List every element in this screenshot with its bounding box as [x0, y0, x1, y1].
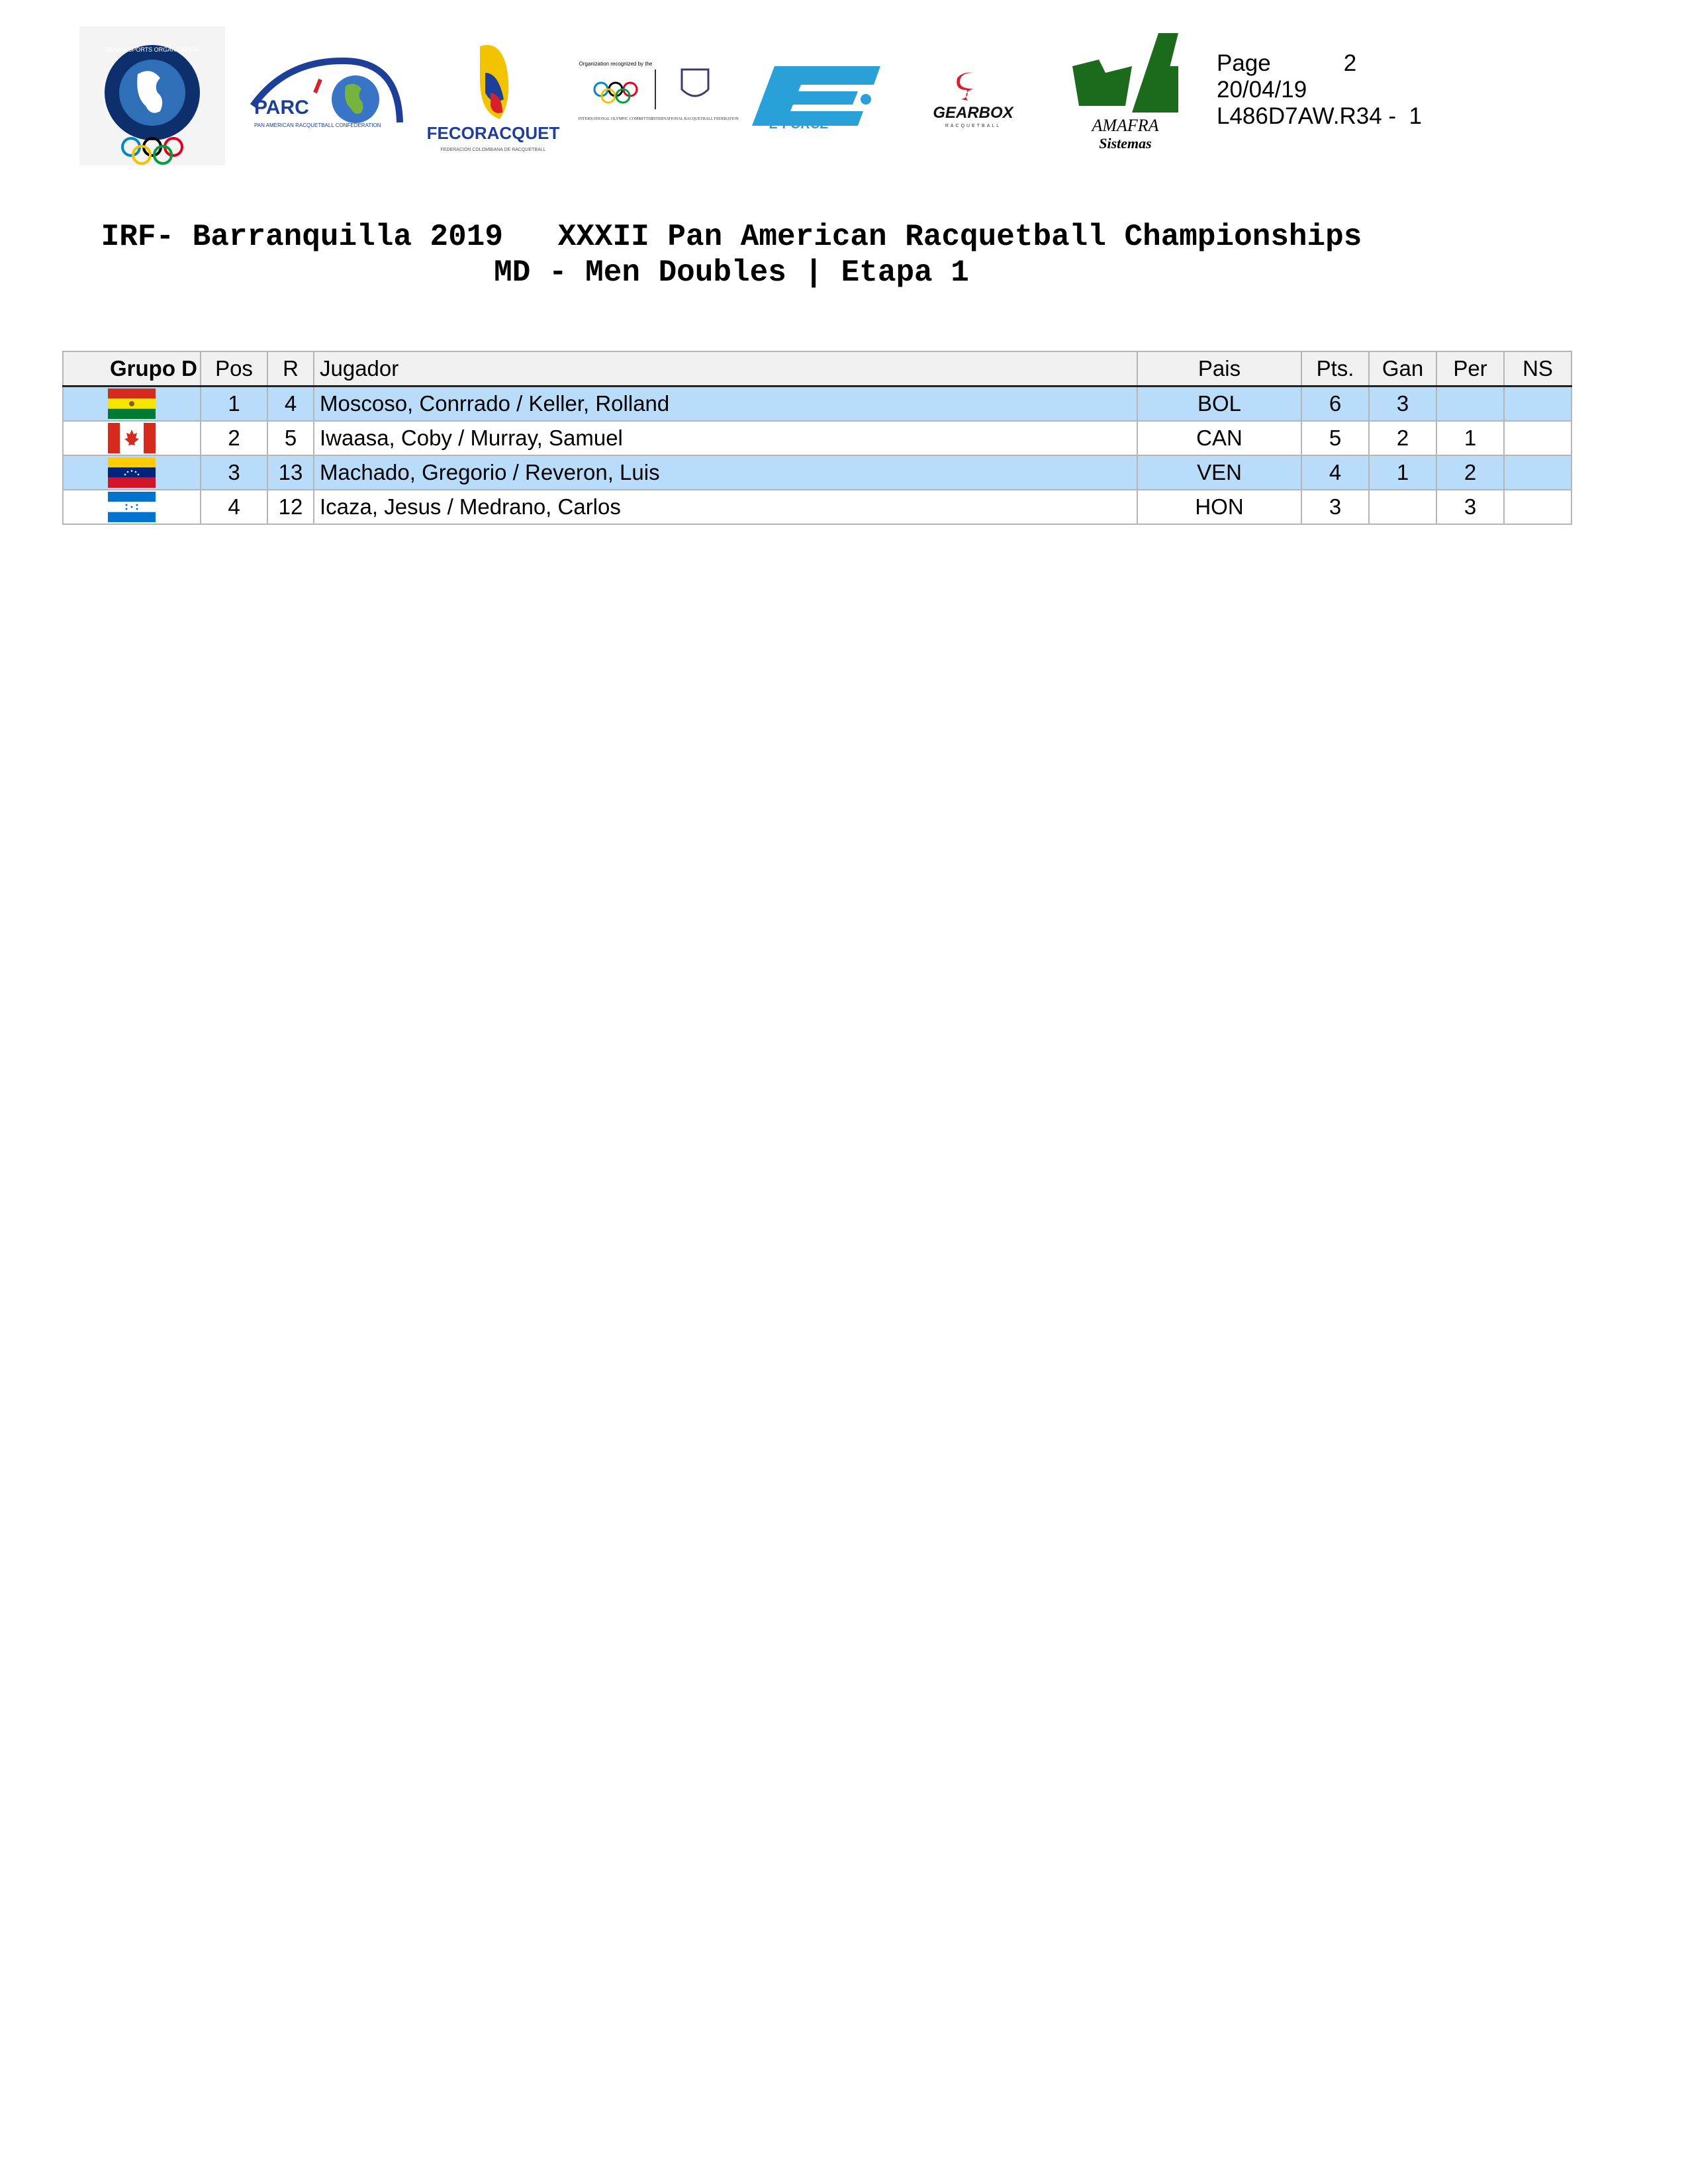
svg-text:PARC: PARC [254, 97, 309, 118]
event-title: IRF- Barranquilla 2019 XXXII Pan American Racquetball Championships [101, 220, 1362, 254]
column-header-gan: Gan [1369, 351, 1436, 387]
column-header-per: Per [1436, 351, 1504, 387]
points-cell: 6 [1301, 387, 1369, 422]
country-cell: HON [1137, 490, 1301, 524]
svg-text:AMAFRA: AMAFRA [1092, 116, 1159, 135]
pos-cell: 2 [201, 421, 267, 455]
ns-cell [1504, 387, 1571, 422]
page-line [1217, 50, 1422, 77]
won-cell: 3 [1369, 387, 1436, 422]
points-cell: 3 [1301, 490, 1369, 524]
eforce-logo [755, 60, 887, 132]
points-cell: 4 [1301, 455, 1369, 490]
won-cell: 2 [1369, 421, 1436, 455]
canada-flag-icon [108, 423, 156, 453]
r-cell: 13 [267, 455, 314, 490]
player-cell: Moscoso, Conrrado / Keller, Rolland [314, 387, 1137, 422]
column-header-jugador: Jugador [314, 351, 1137, 387]
flag-cell [63, 421, 201, 455]
svg-text:E-FORCE: E-FORCE [769, 117, 829, 132]
lost-cell: 1 [1436, 421, 1504, 455]
won-cell [1369, 490, 1436, 524]
category-title: MD - Men Doubles | Etapa 1 [494, 255, 969, 290]
ns-cell [1504, 421, 1571, 455]
table-row [63, 421, 1571, 455]
venezuela-flag-icon [108, 457, 156, 488]
column-header-pos: Pos [201, 351, 267, 387]
svg-text:PANAM SPORTS ORGANIZATION: PANAM SPORTS ORGANIZATION [105, 46, 199, 53]
svg-text:GEARBOX: GEARBOX [933, 104, 1013, 122]
svg-text:Sistemas: Sistemas [1099, 135, 1152, 152]
lost-cell: 2 [1436, 455, 1504, 490]
page-meta [1217, 50, 1422, 130]
table-row [63, 455, 1571, 490]
player-cell: Machado, Gregorio / Reveron, Luis [314, 455, 1137, 490]
pos-cell: 4 [201, 490, 267, 524]
svg-text:INTERNATIONAL RACQUETBALL FEDE: INTERNATIONAL RACQUETBALL FEDERATION [651, 117, 739, 121]
page-number: 2 [1343, 50, 1357, 76]
r-cell: 5 [267, 421, 314, 455]
table-row [63, 490, 1571, 524]
lost-cell: 3 [1436, 490, 1504, 524]
pos-cell: 3 [201, 455, 267, 490]
flag-cell [63, 387, 201, 422]
column-header-pts: Pts. [1301, 351, 1369, 387]
r-cell: 4 [267, 387, 314, 422]
svg-text:Organization recognized by the: Organization recognized by the [579, 61, 653, 67]
logo-strip [73, 26, 1211, 179]
column-header-group: Grupo D [63, 351, 201, 387]
r-cell: 12 [267, 490, 314, 524]
pos-cell: 1 [201, 387, 267, 422]
country-cell: BOL [1137, 387, 1301, 422]
column-header-pais: Pais [1137, 351, 1301, 387]
parc-logo [246, 53, 405, 139]
svg-text:FECORACQUET: FECORACQUET [426, 123, 560, 143]
ioc-irf-logo [576, 56, 739, 142]
page-label: Page [1217, 50, 1271, 76]
amafra-logo [1059, 26, 1192, 159]
svg-text:INTERNATIONAL OLYMPIC COMMITTE: INTERNATIONAL OLYMPIC COMMITTEE [578, 117, 653, 121]
ns-cell [1504, 455, 1571, 490]
player-cell: Icaza, Jesus / Medrano, Carlos [314, 490, 1137, 524]
column-header-r: R [267, 351, 314, 387]
column-header-ns: NS [1504, 351, 1571, 387]
table-row [63, 387, 1571, 422]
gearbox-logo [907, 66, 1039, 132]
results-table [62, 351, 1572, 525]
bolivia-flag-icon [108, 388, 156, 419]
report-code: L486D7AW.R34 - 1 [1217, 103, 1422, 129]
flag-cell [63, 490, 201, 524]
report-date: 20/04/19 [1217, 77, 1307, 103]
svg-text:PAN AMERICAN RACQUETBALL CONFE: PAN AMERICAN RACQUETBALL CONFEDERATION [254, 122, 381, 128]
country-cell: VEN [1137, 455, 1301, 490]
svg-text:RACQUETBALL: RACQUETBALL [945, 124, 1002, 128]
points-cell: 5 [1301, 421, 1369, 455]
flag-cell [63, 455, 201, 490]
ns-cell [1504, 490, 1571, 524]
country-cell: CAN [1137, 421, 1301, 455]
panam-sports-logo [79, 26, 225, 165]
lost-cell [1436, 387, 1504, 422]
fecoracquet-logo [426, 33, 560, 165]
table-header-row [63, 351, 1571, 387]
svg-text:FEDERACIÓN COLOMBIANA DE RACQU: FEDERACIÓN COLOMBIANA DE RACQUETBALL [440, 148, 546, 152]
player-cell: Iwaasa, Coby / Murray, Samuel [314, 421, 1137, 455]
honduras-flag-icon [108, 492, 156, 522]
won-cell: 1 [1369, 455, 1436, 490]
